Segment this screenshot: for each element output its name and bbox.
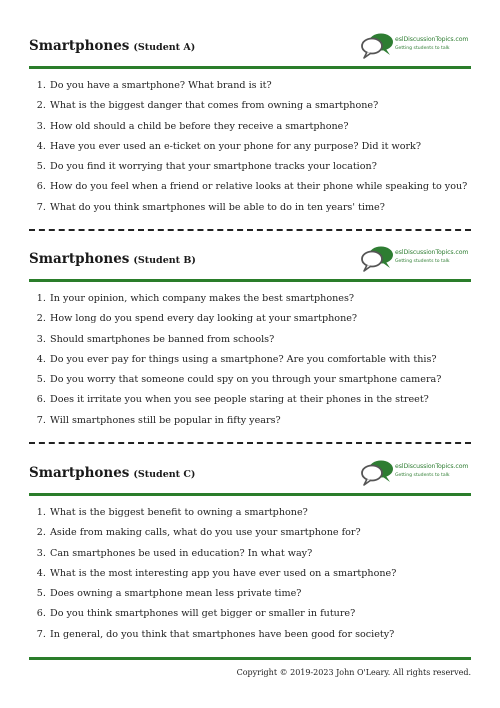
- section-title: [29, 251, 196, 267]
- question-item: 4. What is the most interesting app you have ever used on a smartphone?: [49, 567, 471, 587]
- logo-site-name: eslDiscussionTopics.com: [395, 249, 469, 256]
- question-item: 7. In general, do you think that smartphones have been good for society?: [49, 628, 471, 648]
- question-item: 5. Do you worry that someone could spy on you through your smartphone camera?: [49, 373, 471, 393]
- student-label: (Student B): [133, 255, 196, 266]
- logo-tagline: Getting students to talk: [395, 473, 450, 478]
- question-item: 2. How long do you spend every day looking at your smartphone?: [49, 312, 471, 332]
- green-divider: [29, 279, 471, 282]
- logo-tagline: Getting students to talk: [395, 259, 450, 264]
- student-label: (Student C): [133, 469, 196, 480]
- question-item: 2. Aside from making calls, what do you use your smartphone for?: [49, 526, 471, 546]
- student-label: (Student A): [133, 42, 196, 53]
- cut-line: [29, 442, 471, 444]
- question-item: 3. How old should a child be before they receive a smartphone?: [49, 120, 471, 140]
- question-item: 1. What is the biggest benefit to owning a smartphone?: [49, 506, 471, 526]
- site-logo: [359, 459, 471, 487]
- question-item: 1. In your opinion, which company makes the best smartphones?: [49, 292, 471, 312]
- site-logo: [359, 32, 471, 60]
- question-list: [29, 79, 471, 221]
- green-divider: [29, 493, 471, 496]
- question-item: 3. Should smartphones be banned from schools?: [49, 333, 471, 353]
- question-item: 1. Do you have a smartphone? What brand is it?: [49, 79, 471, 99]
- title-text: Smartphones: [29, 38, 130, 54]
- section-title: [29, 38, 195, 54]
- speech-bubbles-icon: [359, 245, 395, 273]
- question-item: 5. Do you find it worrying that your smartphone tracks your location?: [49, 160, 471, 180]
- question-item: 3. Can smartphones be used in education? In what way?: [49, 547, 471, 567]
- copyright-notice: Copyright © 2019-2023 John O'Leary. All rights reserved.: [236, 668, 471, 677]
- logo-tagline: Getting students to talk: [395, 46, 450, 51]
- question-item: 4. Have you ever used an e-ticket on your phone for any purpose? Did it work?: [49, 140, 471, 160]
- section-header: [29, 32, 471, 62]
- site-logo: [359, 245, 471, 273]
- green-divider: [29, 66, 471, 69]
- question-item: 6. Do you think smartphones will get bigger or smaller in future?: [49, 607, 471, 627]
- question-item: 7. Will smartphones still be popular in fifty years?: [49, 414, 471, 434]
- section-header: [29, 459, 471, 489]
- speech-bubbles-icon: [359, 32, 395, 60]
- title-text: Smartphones: [29, 251, 130, 267]
- question-item: 2. What is the biggest danger that comes from owning a smartphone?: [49, 99, 471, 119]
- section-header: [29, 245, 471, 275]
- question-list: [29, 506, 471, 648]
- section-title: [29, 465, 195, 481]
- cut-line: [29, 229, 471, 231]
- question-item: 5. Does owning a smartphone mean less private time?: [49, 587, 471, 607]
- question-item: 4. Do you ever pay for things using a smartphone? Are you comfortable with this?: [49, 353, 471, 373]
- section-student-b: [29, 245, 471, 434]
- question-list: [29, 292, 471, 434]
- question-item: 6. How do you feel when a friend or relative looks at their phone while speaking to you?: [49, 180, 471, 200]
- logo-site-name: eslDiscussionTopics.com: [395, 36, 469, 43]
- question-item: 6. Does it irritate you when you see people staring at their phones in the street?: [49, 393, 471, 413]
- question-item: 7. What do you think smartphones will be able to do in ten years' time?: [49, 201, 471, 221]
- footer-green-divider: [29, 657, 471, 660]
- title-text: Smartphones: [29, 465, 130, 481]
- logo-site-name: eslDiscussionTopics.com: [395, 463, 469, 470]
- speech-bubbles-icon: [359, 459, 395, 487]
- section-student-a: [29, 32, 471, 221]
- section-student-c: [29, 459, 471, 648]
